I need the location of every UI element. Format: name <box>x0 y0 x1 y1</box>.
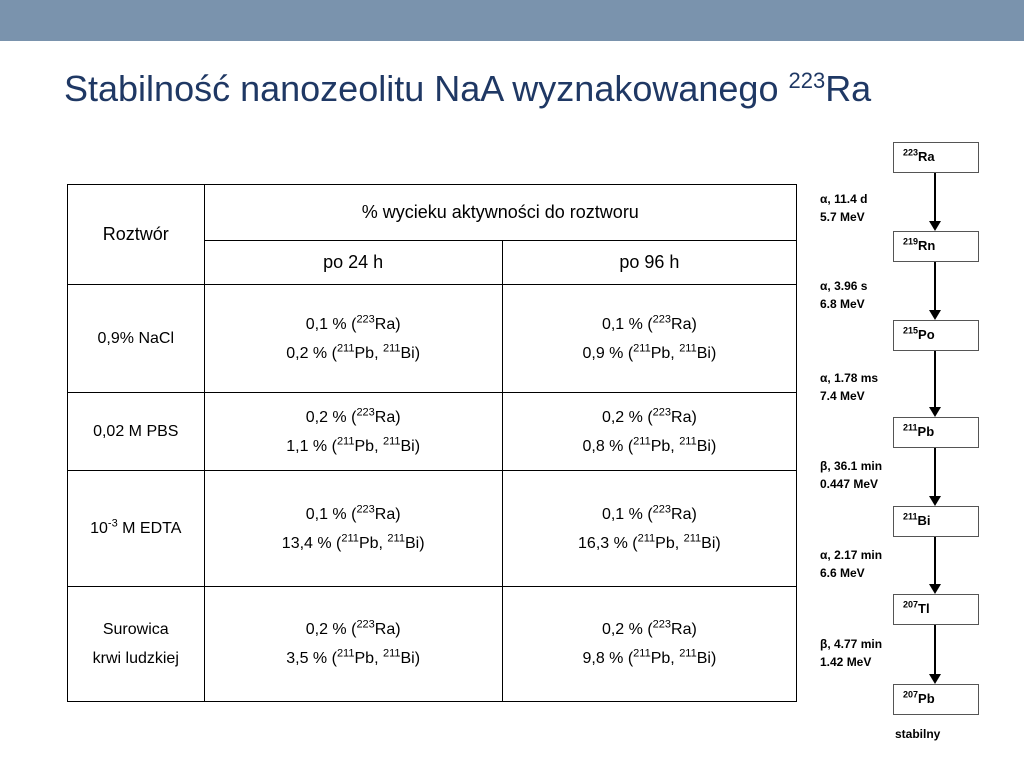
ra-value: 0,2 % <box>305 408 347 426</box>
pbbi-value: 0,9 % <box>582 344 624 362</box>
decay-arrow-line <box>934 351 936 407</box>
ra-mass: 223 <box>652 406 672 419</box>
edta-base: 10 <box>90 520 108 537</box>
edta-unit: M EDTA <box>117 520 182 537</box>
nuclide-symbol: Tl <box>918 601 930 616</box>
pbbi-value: 0,2 % <box>286 344 328 362</box>
nuclide-symbol: Rn <box>918 238 936 253</box>
nuclide-symbol: Ra <box>918 149 935 164</box>
solution-cell <box>68 587 205 702</box>
bi-mass: 211 <box>382 647 401 660</box>
solution-cell: 0,02 M PBS <box>68 393 205 471</box>
half-life: 2.17 min <box>834 548 883 562</box>
decay-arrow-head <box>929 407 941 417</box>
value-cell-24h: 0,2 % ($^{223}$Ra) 3,5 % ($^{211}$Pb, $^{211}$Bi) <box>204 587 502 702</box>
decay-arrow-head <box>929 496 941 506</box>
solution-line-2: krwi ludzkiej <box>92 650 179 667</box>
nuclide-mass: 211 <box>903 422 918 433</box>
title-element: Ra <box>825 68 872 109</box>
decay-energy: 0.447 MeV <box>820 477 879 491</box>
ra-mass: 223 <box>356 313 375 326</box>
decay-arrow-line <box>934 537 936 584</box>
pb-mass: 211 <box>633 342 651 355</box>
nuclide-symbol: Po <box>918 327 935 342</box>
pbbi-value: 3,5 % <box>286 650 328 667</box>
ra-mass: 223 <box>356 503 375 516</box>
pbbi-value: 1,1 % <box>286 437 328 455</box>
bi-mass: 211 <box>683 532 702 545</box>
pb-symbol: Pb <box>655 534 675 552</box>
ra-symbol: Ra <box>374 315 396 333</box>
nuclide-box <box>893 142 979 173</box>
nuclide-box <box>893 506 979 537</box>
decay-energy: 6.8 MeV <box>820 297 865 311</box>
bi-symbol: Bi <box>696 437 711 455</box>
pb-mass: 211 <box>336 342 355 355</box>
pbbi-value: 13,4 % <box>281 534 332 552</box>
value-cell-24h: 0,1 % ($^{223}$Ra) 0,2 % ($^{211}$Pb, $^{211}$Bi) <box>204 285 502 393</box>
table-row <box>68 587 797 702</box>
decay-arrow-head <box>929 310 941 320</box>
decay-arrow-line <box>934 625 936 674</box>
table-row <box>68 393 797 471</box>
half-life: 3.96 s <box>834 279 868 293</box>
ra-symbol: Ra <box>374 505 396 523</box>
bi-symbol: Bi <box>400 650 415 667</box>
nuclide-symbol: Pb <box>918 691 935 706</box>
value-cell-24h: 0,2 % ($^{223}$Ra) 1,1 % ($^{211}$Pb, $^{211}$Bi) <box>204 393 502 471</box>
decay-label: α, 3.96 s 6.8 MeV <box>820 279 868 311</box>
ra-value: 0,1 % <box>601 505 643 523</box>
value-cell-96h: 0,1 % ($^{223}$Ra) 16,3 % ($^{211}$Pb, $^{211}$Bi) <box>502 471 796 587</box>
pb-mass: 211 <box>341 532 359 545</box>
decay-arrow-line <box>934 262 936 311</box>
pb-symbol: Pb <box>358 534 379 552</box>
decay-arrow-line <box>934 448 936 496</box>
pbbi-value: 16,3 % <box>578 534 628 552</box>
table-row <box>68 471 797 587</box>
decay-mode: α <box>820 548 828 562</box>
decay-arrow-head <box>929 221 941 231</box>
nuclide-mass: 207 <box>903 689 919 700</box>
stable-label: stabilny <box>895 727 941 741</box>
pb-mass: 211 <box>336 435 355 448</box>
solution-cell <box>68 471 205 587</box>
nuclide-box <box>893 417 979 448</box>
pbbi-value: 9,8 % <box>582 650 624 667</box>
decay-mode: α <box>820 279 828 293</box>
bi-symbol: Bi <box>404 534 420 552</box>
decay-label: α, 2.17 min 6.6 MeV <box>820 548 883 580</box>
decay-mode: β <box>820 459 828 473</box>
bi-symbol: Bi <box>696 344 711 362</box>
pb-mass: 211 <box>637 532 656 545</box>
nuclide-box <box>893 684 979 715</box>
decay-arrow-line <box>934 173 936 222</box>
solution-line-1: Surowica <box>102 621 169 638</box>
bi-mass: 211 <box>679 647 697 660</box>
table-header-row <box>68 185 797 241</box>
decay-energy: 7.4 MeV <box>820 389 865 403</box>
ra-value: 0,1 % <box>601 315 643 333</box>
header-solution: Roztwór <box>68 185 205 285</box>
title-mass-number: 223 <box>788 68 826 93</box>
pb-symbol: Pb <box>354 344 375 362</box>
decay-energy: 5.7 MeV <box>820 210 865 224</box>
pb-mass: 211 <box>633 435 651 448</box>
decay-mode: α <box>820 371 828 385</box>
nuclide-box <box>893 594 979 625</box>
table-row <box>68 285 797 393</box>
solution-cell: 0,9% NaCl <box>68 285 205 393</box>
decay-arrow-head <box>929 584 941 594</box>
bi-symbol: Bi <box>400 344 415 362</box>
ra-value: 0,2 % <box>601 408 643 426</box>
pb-symbol: Pb <box>354 650 375 667</box>
ra-symbol: Ra <box>374 621 396 638</box>
nuclide-symbol: Pb <box>917 424 935 439</box>
decay-label: β, 4.77 min 1.42 MeV <box>820 637 883 669</box>
bi-mass: 211 <box>679 342 697 355</box>
nuclide-mass: 215 <box>903 325 919 336</box>
pb-mass: 211 <box>336 647 355 660</box>
pb-symbol: Pb <box>354 437 375 455</box>
pb-symbol: Pb <box>650 344 671 362</box>
decay-label: α, 11.4 d 5.7 MeV <box>820 192 868 224</box>
pb-mass: 211 <box>633 647 651 660</box>
value-cell-96h: 0,2 % ($^{223}$Ra) 9,8 % ($^{211}$Pb, $^{211}$Bi) <box>502 587 796 702</box>
bi-mass: 211 <box>387 532 405 545</box>
header-leak: % wycieku aktywności do roztworu <box>204 185 796 241</box>
ra-mass: 223 <box>652 618 672 631</box>
nuclide-box <box>893 320 979 351</box>
value-cell-24h: 0,1 % ($^{223}$Ra) 13,4 % ($^{211}$Pb, $^{211}$Bi) <box>204 471 502 587</box>
ra-value: 0,1 % <box>305 505 347 523</box>
slide-title <box>64 68 871 110</box>
nuclide-mass: 223 <box>903 147 919 158</box>
decay-label: α, 1.78 ms 7.4 MeV <box>820 371 879 403</box>
nuclide-mass: 219 <box>903 236 919 247</box>
half-life: 4.77 min <box>834 637 883 651</box>
nuclide-symbol: Bi <box>917 513 931 528</box>
ra-value: 0,2 % <box>601 621 643 638</box>
ra-value: 0,1 % <box>305 315 347 333</box>
nuclide-mass: 207 <box>903 599 919 610</box>
ra-mass: 223 <box>356 406 375 419</box>
decay-label: β, 36.1 min 0.447 MeV <box>820 459 883 491</box>
ra-value: 0,2 % <box>305 621 347 638</box>
ra-symbol: Ra <box>374 408 396 426</box>
half-life: 11.4 d <box>834 192 868 206</box>
ra-mass: 223 <box>652 503 672 516</box>
bi-mass: 211 <box>382 435 401 448</box>
decay-energy: 6.6 MeV <box>820 566 865 580</box>
half-life: 1.78 ms <box>834 371 879 385</box>
value-cell-96h: 0,2 % ($^{223}$Ra) 0,8 % ($^{211}$Pb, $^{211}$Bi) <box>502 393 796 471</box>
bi-symbol: Bi <box>701 534 716 552</box>
bi-symbol: Bi <box>696 650 711 667</box>
bi-symbol: Bi <box>400 437 415 455</box>
nuclide-mass: 211 <box>903 511 918 522</box>
pb-symbol: Pb <box>650 650 671 667</box>
decay-energy: 1.42 MeV <box>820 655 872 669</box>
ra-mass: 223 <box>356 618 375 631</box>
decay-mode: β <box>820 637 828 651</box>
value-cell-96h: 0,1 % ($^{223}$Ra) 0,9 % ($^{211}$Pb, $^{211}$Bi) <box>502 285 796 393</box>
header-24h: po 24 h <box>204 241 502 285</box>
pb-symbol: Pb <box>650 437 671 455</box>
header-96h: po 96 h <box>502 241 796 285</box>
ra-mass: 223 <box>652 313 672 326</box>
decay-arrow-head <box>929 674 941 684</box>
stability-table <box>67 184 797 702</box>
title-text: Stabilność nanozeolitu NaA wyznakowanego <box>64 68 789 109</box>
bi-mass: 211 <box>679 435 697 448</box>
edta-exponent: -3 <box>107 517 118 530</box>
half-life: 36.1 min <box>834 459 883 473</box>
ra-symbol: Ra <box>671 315 692 333</box>
nuclide-box <box>893 231 979 262</box>
decay-mode: α <box>820 192 828 206</box>
bi-mass: 211 <box>382 342 401 355</box>
pbbi-value: 0,8 % <box>582 437 624 455</box>
ra-symbol: Ra <box>671 505 692 523</box>
ra-symbol: Ra <box>671 621 692 638</box>
top-banner <box>0 0 1024 41</box>
ra-symbol: Ra <box>671 408 692 426</box>
